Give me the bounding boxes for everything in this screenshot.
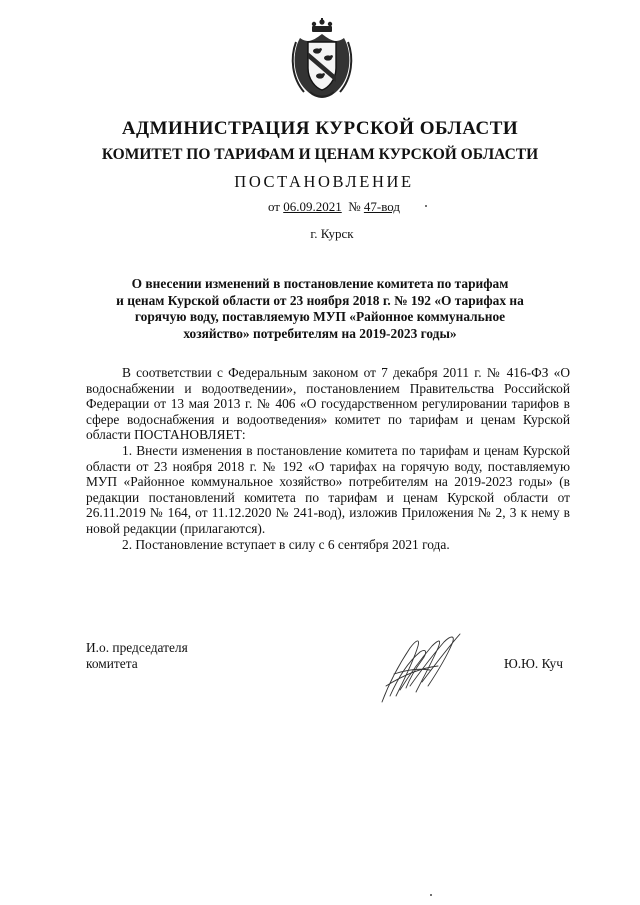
document-subject: [74, 276, 566, 342]
decree-number: 47-вод: [363, 199, 401, 214]
document-body: [86, 365, 570, 552]
signer-position-line: И.о. председателя: [86, 640, 188, 655]
scan-speck: [425, 205, 427, 207]
committee-name: КОМИТЕТ ПО ТАРИФАМ И ЦЕНАМ КУРСКОЙ ОБЛАСТИ: [101, 146, 539, 163]
coat-of-arms-icon: [290, 18, 354, 100]
item-2-paragraph: 2. Постановление вступает в силу с 6 сентября 2021 года.: [122, 536, 450, 552]
number-prefix: №: [348, 199, 364, 214]
decree-date-number: [0, 199, 640, 215]
signer-name: Ю.Ю. Куч: [504, 656, 563, 671]
decree-date: 06.09.2021: [283, 199, 342, 214]
subject-line: и ценам Курской области от 23 ноября 2018 г. № 192 «О тарифах на: [116, 292, 524, 308]
signature-mark: [376, 626, 472, 710]
organization-name: АДМИНИСТРАЦИЯ КУРСКОЙ ОБЛАСТИ: [121, 118, 519, 139]
preamble-paragraph: В соответствии с Федеральным законом от 7 декабря 2011 г. № 416-ФЗ «О водоснабжении и водоотведении», постановлением Правительства Российской Федерации от 13 мая 2013 г. № 406 «О государственном регулировании тарифов в сфере водоснабжения и водоотведения» комитет по тарифам и ценам Курской области ПОСТАНОВЛЯЕТ:: [86, 365, 570, 443]
scan-speck: [430, 894, 432, 896]
subject-line: горячую воду, поставляемую МУП «Районное коммунальное: [134, 309, 506, 325]
subject-line: хозяйство» потребителям на 2019-2023 годы»: [183, 325, 457, 341]
item-1-paragraph: 1. Внести изменения в постановление комитета по тарифам и ценам Курской области от 23 ноября 2018 г. № 192 «О тарифах на горячую воду, поставляемую МУП «Районное коммунальное хозяйство» потребителям на 2019-2023 годы» (в редакции постановлений комитета по тарифам и ценам Курской области от 26.11.2019 № 164, от 11.12.2020 № 241-вод), изложив Приложения № 2, 3 к нему в новой редакции (прилагаются).: [86, 442, 570, 536]
city: г. Курск: [310, 226, 354, 241]
document-type: ПОСТАНОВЛЕНИЕ: [234, 172, 414, 191]
signer-position: [86, 640, 188, 672]
subject-line: О внесении изменений в постановление комитета по тарифам: [131, 276, 509, 291]
signer-position-line: комитета: [86, 656, 138, 671]
date-prefix: от: [267, 199, 284, 214]
